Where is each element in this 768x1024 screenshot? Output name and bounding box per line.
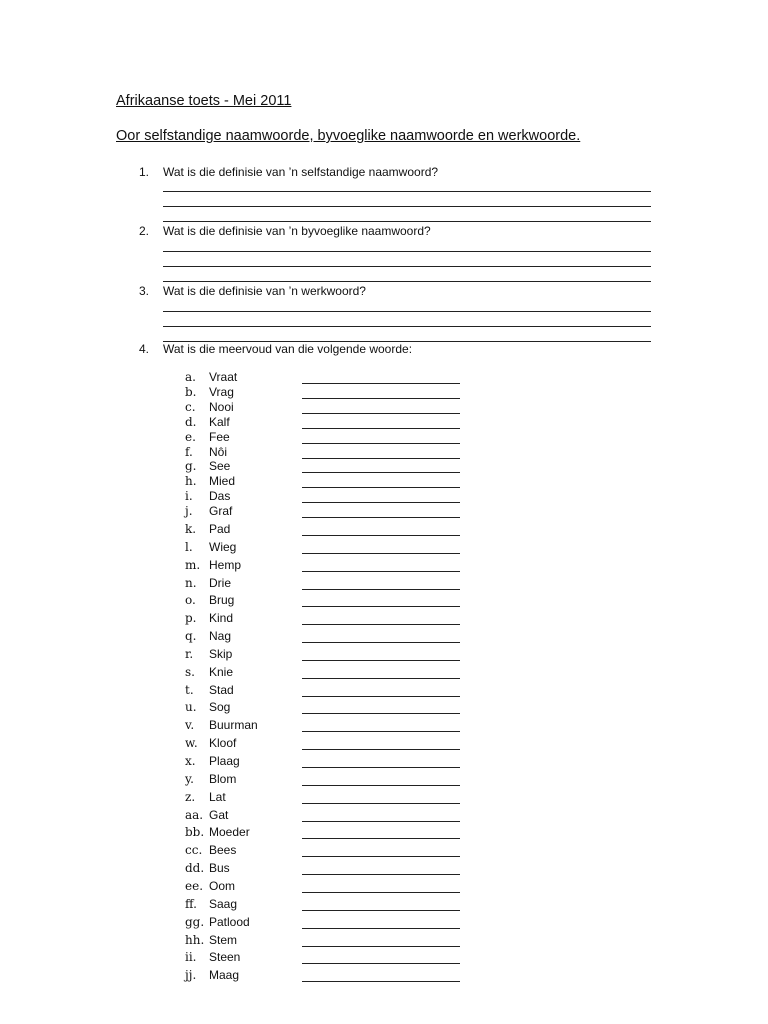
answer-blank[interactable] <box>302 731 460 732</box>
question-number: 2. <box>139 224 150 238</box>
word-item <box>185 897 465 913</box>
answer-line[interactable] <box>163 221 651 222</box>
word-item <box>185 474 465 490</box>
answer-blank[interactable] <box>302 443 460 444</box>
word-item <box>185 430 465 446</box>
answer-line[interactable] <box>163 266 651 267</box>
word-letter: p. <box>185 611 197 626</box>
answer-blank[interactable] <box>302 660 460 661</box>
word-item <box>185 504 465 520</box>
word-item <box>185 700 465 716</box>
answer-blank[interactable] <box>302 458 460 459</box>
word-item <box>185 736 465 752</box>
word-text: Kind <box>209 611 234 626</box>
word-item <box>185 665 465 681</box>
word-letter: h. <box>185 474 197 489</box>
word-text: Stad <box>209 682 234 697</box>
word-text: Graf <box>209 504 233 519</box>
answer-line[interactable] <box>163 311 651 312</box>
answer-blank[interactable] <box>302 589 460 590</box>
question-text: Wat is die definisie van ’n selfstandige naamwoord? <box>163 165 439 179</box>
question-number: 1. <box>139 165 150 179</box>
answer-blank[interactable] <box>302 856 460 857</box>
word-letter: r. <box>185 646 194 661</box>
answer-blank[interactable] <box>302 571 460 572</box>
word-item <box>185 576 465 592</box>
word-letter: jj. <box>185 968 197 983</box>
word-letter: c. <box>185 399 196 414</box>
word-text: Patlood <box>209 914 250 929</box>
answer-blank[interactable] <box>302 606 460 607</box>
word-item <box>185 790 465 806</box>
word-letter: n. <box>185 575 197 590</box>
word-letter: w. <box>185 736 198 751</box>
word-letter: t. <box>185 682 194 697</box>
word-letter: ff. <box>185 896 197 911</box>
answer-blank[interactable] <box>302 517 460 518</box>
answer-blank[interactable] <box>302 838 460 839</box>
word-text: Steen <box>209 950 241 965</box>
word-text: Pad <box>209 521 231 536</box>
answer-blank[interactable] <box>302 981 460 982</box>
word-item <box>185 879 465 895</box>
word-item <box>185 629 465 645</box>
word-item <box>185 459 465 475</box>
word-letter: cc. <box>185 843 203 858</box>
word-text: See <box>209 459 231 474</box>
word-text: Plaag <box>209 754 240 768</box>
answer-blank[interactable] <box>302 398 460 399</box>
word-letter: b. <box>185 384 197 399</box>
word-item <box>185 415 465 431</box>
word-item <box>185 915 465 931</box>
word-item <box>185 683 465 699</box>
answer-blank[interactable] <box>302 624 460 625</box>
word-letter: v. <box>185 718 195 733</box>
word-text: Kalf <box>209 414 230 429</box>
word-text: Saag <box>209 896 238 911</box>
answer-line[interactable] <box>163 206 651 207</box>
word-letter: ee. <box>185 878 204 893</box>
word-letter: ii. <box>185 950 197 965</box>
answer-blank[interactable] <box>302 428 460 429</box>
answer-blank[interactable] <box>302 553 460 554</box>
word-item <box>185 647 465 663</box>
word-text: Skip <box>209 646 233 661</box>
word-item <box>185 611 465 627</box>
word-item <box>185 933 465 949</box>
page-title: Afrikaanse toets - Mei 2011 <box>116 93 292 109</box>
word-letter: m. <box>185 557 201 572</box>
word-letter: k. <box>185 521 197 536</box>
word-letter: l. <box>185 539 193 554</box>
question-text: Wat is die definisie van ’n werkwoord? <box>163 284 366 298</box>
answer-blank[interactable] <box>302 713 460 714</box>
word-letter: bb. <box>185 825 205 840</box>
word-text: Maag <box>209 968 240 983</box>
word-letter: u. <box>185 700 197 715</box>
word-item <box>185 400 465 416</box>
word-text: Nooi <box>209 399 234 414</box>
answer-blank[interactable] <box>302 502 460 503</box>
word-item <box>185 370 465 386</box>
answer-blank[interactable] <box>302 892 460 893</box>
word-letter: f. <box>185 444 193 459</box>
word-letter: x. <box>185 754 196 768</box>
word-letter: y. <box>185 771 194 786</box>
word-text: Nôi <box>209 444 228 459</box>
word-text: Knie <box>209 664 234 679</box>
word-letter: e. <box>185 429 196 444</box>
word-item <box>185 950 465 966</box>
answer-blank[interactable] <box>302 535 460 536</box>
answer-blank[interactable] <box>302 749 460 750</box>
word-letter: i. <box>185 489 193 504</box>
answer-blank[interactable] <box>302 803 460 804</box>
word-text: Bus <box>209 861 230 876</box>
word-item <box>185 825 465 841</box>
word-item <box>185 522 465 538</box>
word-text: Fee <box>209 429 230 444</box>
word-text: Stem <box>209 932 238 947</box>
word-letter: s. <box>185 664 195 679</box>
answer-blank[interactable] <box>302 910 460 911</box>
answer-blank[interactable] <box>302 821 460 822</box>
answer-blank[interactable] <box>302 678 460 679</box>
word-letter: g. <box>185 459 197 474</box>
word-text: Vraat <box>209 370 238 384</box>
word-text: Wieg <box>209 539 237 554</box>
answer-line[interactable] <box>163 281 651 282</box>
word-text: Hemp <box>209 557 242 572</box>
answer-blank[interactable] <box>302 696 460 697</box>
word-item <box>185 861 465 877</box>
word-letter: j. <box>185 504 193 519</box>
word-text: Moeder <box>209 825 250 840</box>
word-text: Mied <box>209 474 236 489</box>
word-item <box>185 593 465 609</box>
word-text: Oom <box>209 878 236 893</box>
answer-blank[interactable] <box>302 946 460 947</box>
word-text: Lat <box>209 789 226 804</box>
word-item <box>185 489 465 505</box>
page-subtitle: Oor selfstandige naamwoorde, byvoeglike naamwoorde en werkwoorde. <box>116 128 581 144</box>
word-item <box>185 558 465 574</box>
answer-blank[interactable] <box>302 642 460 643</box>
word-letter: gg. <box>185 914 205 929</box>
answer-blank[interactable] <box>302 785 460 786</box>
answer-line[interactable] <box>163 251 651 252</box>
word-text: Blom <box>209 771 237 786</box>
answer-line[interactable] <box>163 326 651 327</box>
word-text: Vrag <box>209 384 234 399</box>
word-item <box>185 808 465 824</box>
word-text: Sog <box>209 700 231 715</box>
word-text: Buurman <box>209 718 258 733</box>
word-item <box>185 772 465 788</box>
word-letter: o. <box>185 593 196 608</box>
answer-blank[interactable] <box>302 487 460 488</box>
question-text: Wat is die definisie van ’n byvoeglike naamwoord? <box>163 224 431 238</box>
word-text: Gat <box>209 807 229 822</box>
answer-blank[interactable] <box>302 767 460 768</box>
word-letter: dd. <box>185 861 205 876</box>
word-item <box>185 445 465 461</box>
word-text: Bees <box>209 843 237 858</box>
word-text: Brug <box>209 593 235 608</box>
word-item <box>185 385 465 401</box>
question-number: 4. <box>139 342 150 356</box>
answer-blank[interactable] <box>302 963 460 964</box>
question-text: Wat is die meervoud van die volgende woorde: <box>163 342 413 356</box>
word-text: Das <box>209 489 231 504</box>
question-number: 3. <box>139 284 150 298</box>
word-letter: q. <box>185 629 197 644</box>
answer-blank[interactable] <box>302 928 460 929</box>
word-letter: a. <box>185 370 196 384</box>
word-text: Kloof <box>209 736 237 751</box>
answer-blank[interactable] <box>302 472 460 473</box>
answer-blank[interactable] <box>302 383 460 384</box>
answer-line[interactable] <box>163 191 651 192</box>
word-item <box>185 754 465 770</box>
word-item <box>185 540 465 556</box>
word-letter: z. <box>185 789 196 804</box>
word-letter: hh. <box>185 932 205 947</box>
answer-blank[interactable] <box>302 874 460 875</box>
word-item <box>185 968 465 984</box>
word-item <box>185 843 465 859</box>
word-letter: d. <box>185 414 197 429</box>
answer-blank[interactable] <box>302 413 460 414</box>
word-text: Drie <box>209 575 232 590</box>
word-item <box>185 718 465 734</box>
word-text: Nag <box>209 629 232 644</box>
word-letter: aa. <box>185 807 204 822</box>
